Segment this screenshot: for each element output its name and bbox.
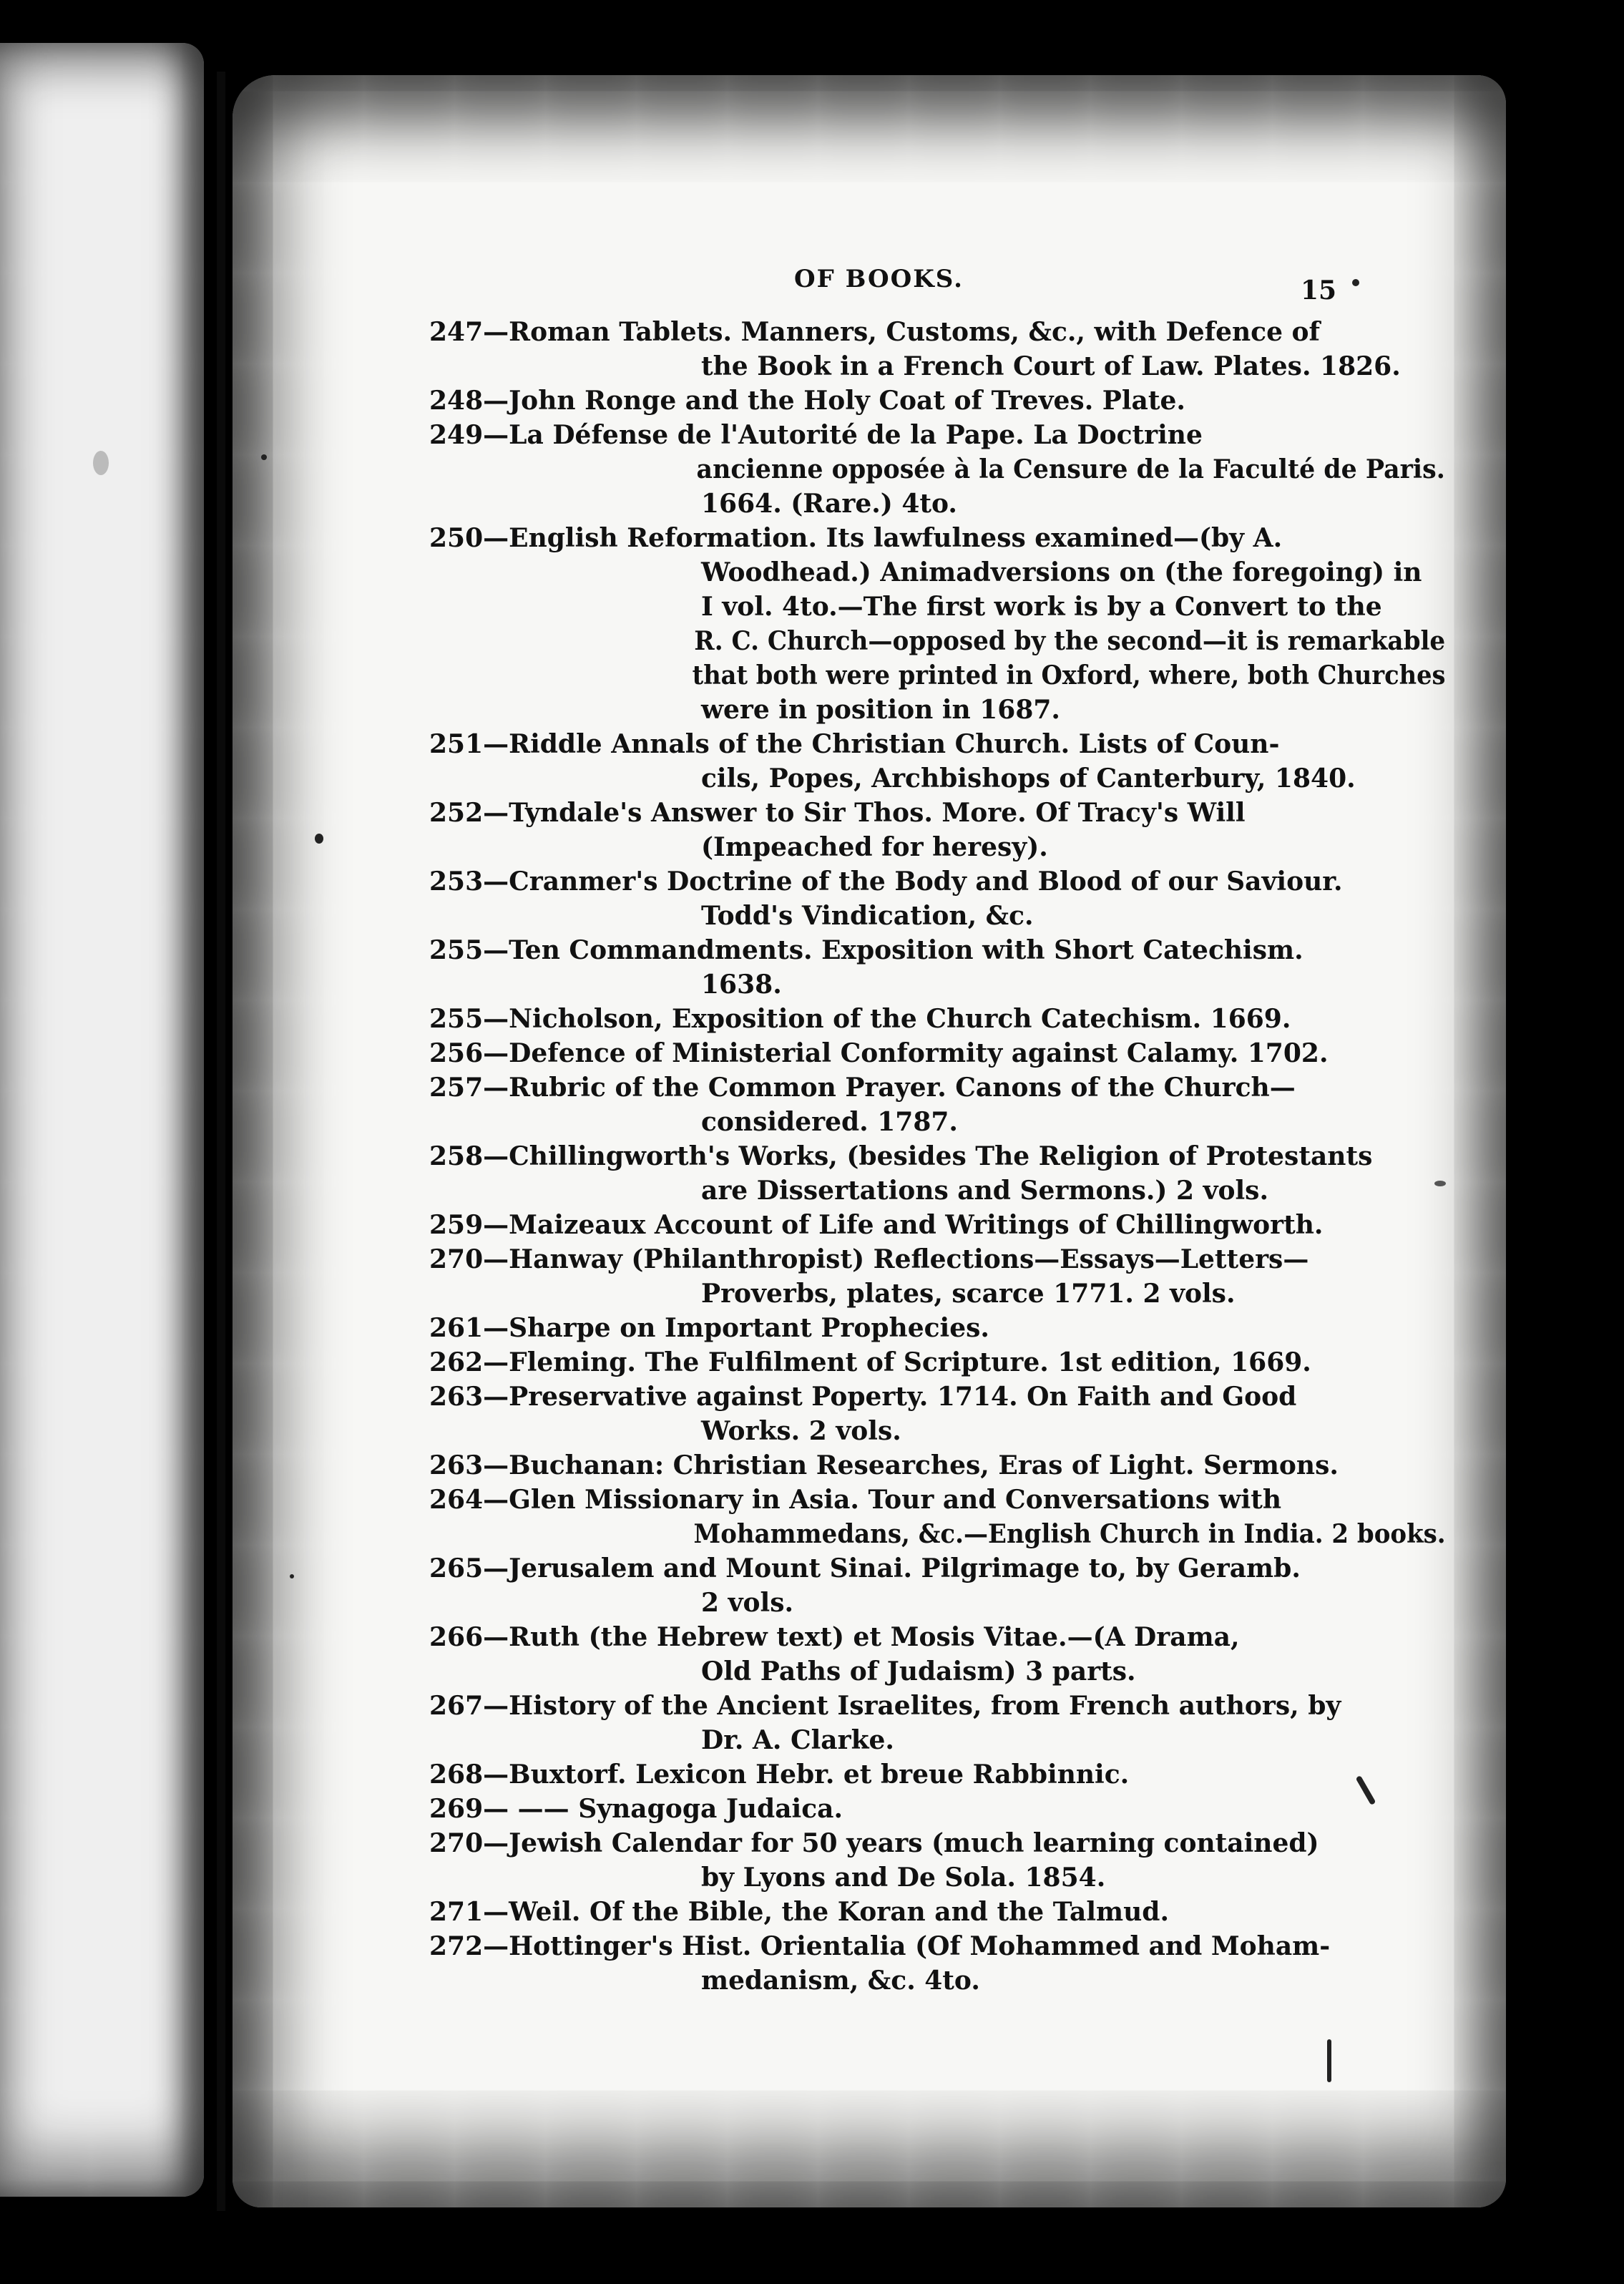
entry-continuation-line: the Book in a French Court of Law. Plates. 1826. xyxy=(701,351,1401,381)
entry-continuation-line: cils, Popes, Archbishops of Canterbury, 1840. xyxy=(701,763,1356,794)
catalogue-entry xyxy=(429,1757,1331,1792)
catalogue-entry xyxy=(429,1483,1446,1551)
entry-continuation-line: R. C. Church—opposed by the second—it is remarkable xyxy=(694,626,1446,656)
entry-first-line: 266—Ruth (the Hebrew text) et Mosis Vitae.—(A Drama, xyxy=(429,1622,1240,1652)
entry-continuation-line: were in position in 1687. xyxy=(701,695,1060,725)
entry-continuation-line: by Lyons and De Sola. 1854. xyxy=(701,1863,1106,1893)
scan-speck xyxy=(261,454,267,460)
entry-continuation-line: Old Paths of Judaism) 3 parts. xyxy=(701,1656,1136,1687)
entry-first-line: 253—Cranmer's Doctrine of the Body and Blood of our Saviour. xyxy=(429,867,1343,897)
scan-speck xyxy=(1434,1181,1446,1186)
entry-first-line: 264—Glen Missionary in Asia. Tour and Conversations with xyxy=(429,1485,1282,1515)
entry-first-line: 270—Jewish Calendar for 50 years (much learning contained) xyxy=(429,1828,1319,1858)
catalogue-entry xyxy=(429,727,1356,796)
catalogue-entry xyxy=(429,418,1445,521)
catalogue-entry xyxy=(429,1620,1331,1689)
facing-page-edge xyxy=(0,43,204,2197)
entry-first-line: 267—History of the Ancient Israelites, from French authors, by xyxy=(429,1691,1341,1721)
entry-first-line: 257—Rubric of the Common Prayer. Canons of the Church— xyxy=(429,1073,1296,1103)
entry-first-line: 252—Tyndale's Answer to Sir Thos. More. Of Tracy's Will xyxy=(429,798,1246,828)
catalogue-entry xyxy=(429,1208,1331,1242)
entry-first-line: 263—Buchanan: Christian Researches, Eras of Light. Sermons. xyxy=(429,1450,1339,1480)
catalogue-entry xyxy=(429,315,1401,384)
entry-continuation-line: medanism, &c. 4to. xyxy=(701,1966,980,1996)
entry-first-line: 268—Buxtorf. Lexicon Hebr. et breue Rabbinnic. xyxy=(429,1760,1130,1790)
entry-continuation-line: that both were printed in Oxford, where, both Churches xyxy=(692,660,1446,690)
entry-continuation-line: are Dissertations and Sermons.) 2 vols. xyxy=(701,1176,1268,1206)
entry-continuation-line: I vol. 4to.—The first work is by a Convert to the xyxy=(701,592,1382,622)
catalogue-entry xyxy=(429,1929,1331,1998)
entry-first-line: 261—Sharpe on Important Prophecies. xyxy=(429,1313,989,1343)
catalogue-entry xyxy=(429,1311,1331,1345)
catalogue-entry xyxy=(429,1036,1331,1070)
page-number: 15 xyxy=(1301,275,1337,306)
entry-first-line: 251—Riddle Annals of the Christian Church. Lists of Coun- xyxy=(429,729,1280,759)
binding-gutter xyxy=(217,72,225,2211)
catalogue-entry xyxy=(429,1380,1331,1448)
catalogue-entry xyxy=(429,1139,1373,1208)
scan-speck xyxy=(93,451,109,475)
running-head: OF BOOKS. xyxy=(794,265,964,293)
entry-first-line: 255—Ten Commandments. Exposition with Short Catechism. xyxy=(429,935,1303,965)
catalogue-entry xyxy=(429,1448,1339,1483)
catalogue-entry xyxy=(429,933,1331,1002)
catalogue-entry xyxy=(429,1826,1331,1895)
catalogue-entry xyxy=(429,1002,1331,1036)
catalogue-entry xyxy=(429,521,1446,727)
entry-first-line: 272—Hottinger's Hist. Orientalia (Of Mohammed and Moham- xyxy=(429,1931,1331,1961)
entry-continuation-line: 1664. (Rare.) 4to. xyxy=(701,489,957,519)
entry-first-line: 265—Jerusalem and Mount Sinai. Pilgrimage to, by Geramb. xyxy=(429,1553,1301,1583)
entry-continuation-line: 1638. xyxy=(701,970,782,1000)
entry-first-line: 248—John Ronge and the Holy Coat of Treves. Plate. xyxy=(429,386,1185,416)
entry-continuation-line: (Impeached for heresy). xyxy=(701,832,1048,862)
entry-continuation-line: Mohammedans, &c.—English Church in India. 2 books. xyxy=(693,1519,1446,1549)
entry-first-line: 263—Preservative against Poperty. 1714. On Faith and Good xyxy=(429,1382,1297,1412)
entry-first-line: 258—Chillingworth's Works, (besides The Religion of Protestants xyxy=(429,1141,1373,1171)
entry-first-line: 250—English Reformation. Its lawfulness examined—(by A. xyxy=(429,523,1283,553)
catalogue-entry xyxy=(429,1689,1341,1757)
entry-continuation-line: Dr. A. Clarke. xyxy=(701,1725,894,1755)
entry-first-line: 256—Defence of Ministerial Conformity against Calamy. 1702. xyxy=(429,1038,1329,1068)
entry-continuation-line: Todd's Vindication, &c. xyxy=(701,901,1034,931)
catalogue-entry xyxy=(429,1242,1331,1311)
entry-continuation-line: Proverbs, plates, scarce 1771. 2 vols. xyxy=(701,1279,1236,1309)
catalogue-entry xyxy=(429,1345,1331,1380)
scan-speck xyxy=(1327,2039,1331,2082)
catalogue-entry xyxy=(429,1792,1331,1826)
scan-speck xyxy=(315,834,323,844)
entry-continuation-line: ancienne opposée à la Censure de la Faculté de Paris. xyxy=(696,454,1445,484)
entry-first-line: 269— —— Synagoga Judaica. xyxy=(429,1794,843,1824)
catalogue-entry xyxy=(429,384,1331,418)
entry-first-line: 249—La Défense de l'Autorité de la Pape. La Doctrine xyxy=(429,420,1203,450)
entry-first-line: 271—Weil. Of the Bible, the Koran and the Talmud. xyxy=(429,1897,1170,1927)
entry-first-line: 259—Maizeaux Account of Life and Writings of Chillingworth. xyxy=(429,1210,1324,1240)
entry-continuation-line: considered. 1787. xyxy=(701,1107,958,1137)
entry-first-line: 255—Nicholson, Exposition of the Church Catechism. 1669. xyxy=(429,1004,1291,1034)
catalogue-entry xyxy=(429,864,1343,933)
catalogue-entry xyxy=(429,1551,1331,1620)
catalogue-entry xyxy=(429,1070,1331,1139)
book-list xyxy=(429,315,1446,1998)
entry-first-line: 262—Fleming. The Fulfilment of Scripture. 1st edition, 1669. xyxy=(429,1347,1311,1377)
entry-continuation-line: Woodhead.) Animadversions on (the foregoing) in xyxy=(701,557,1422,587)
entry-first-line: 270—Hanway (Philanthropist) Reflections—Essays—Letters— xyxy=(429,1244,1309,1274)
entry-continuation-line: 2 vols. xyxy=(701,1588,793,1618)
entry-first-line: 247—Roman Tablets. Manners, Customs, &c., with Defence of xyxy=(429,317,1321,347)
catalogue-entry xyxy=(429,796,1331,864)
catalogue-entry xyxy=(429,1895,1331,1929)
scan-speck xyxy=(290,1574,294,1578)
entry-continuation-line: Works. 2 vols. xyxy=(701,1416,901,1446)
scan-speck xyxy=(1352,279,1359,286)
